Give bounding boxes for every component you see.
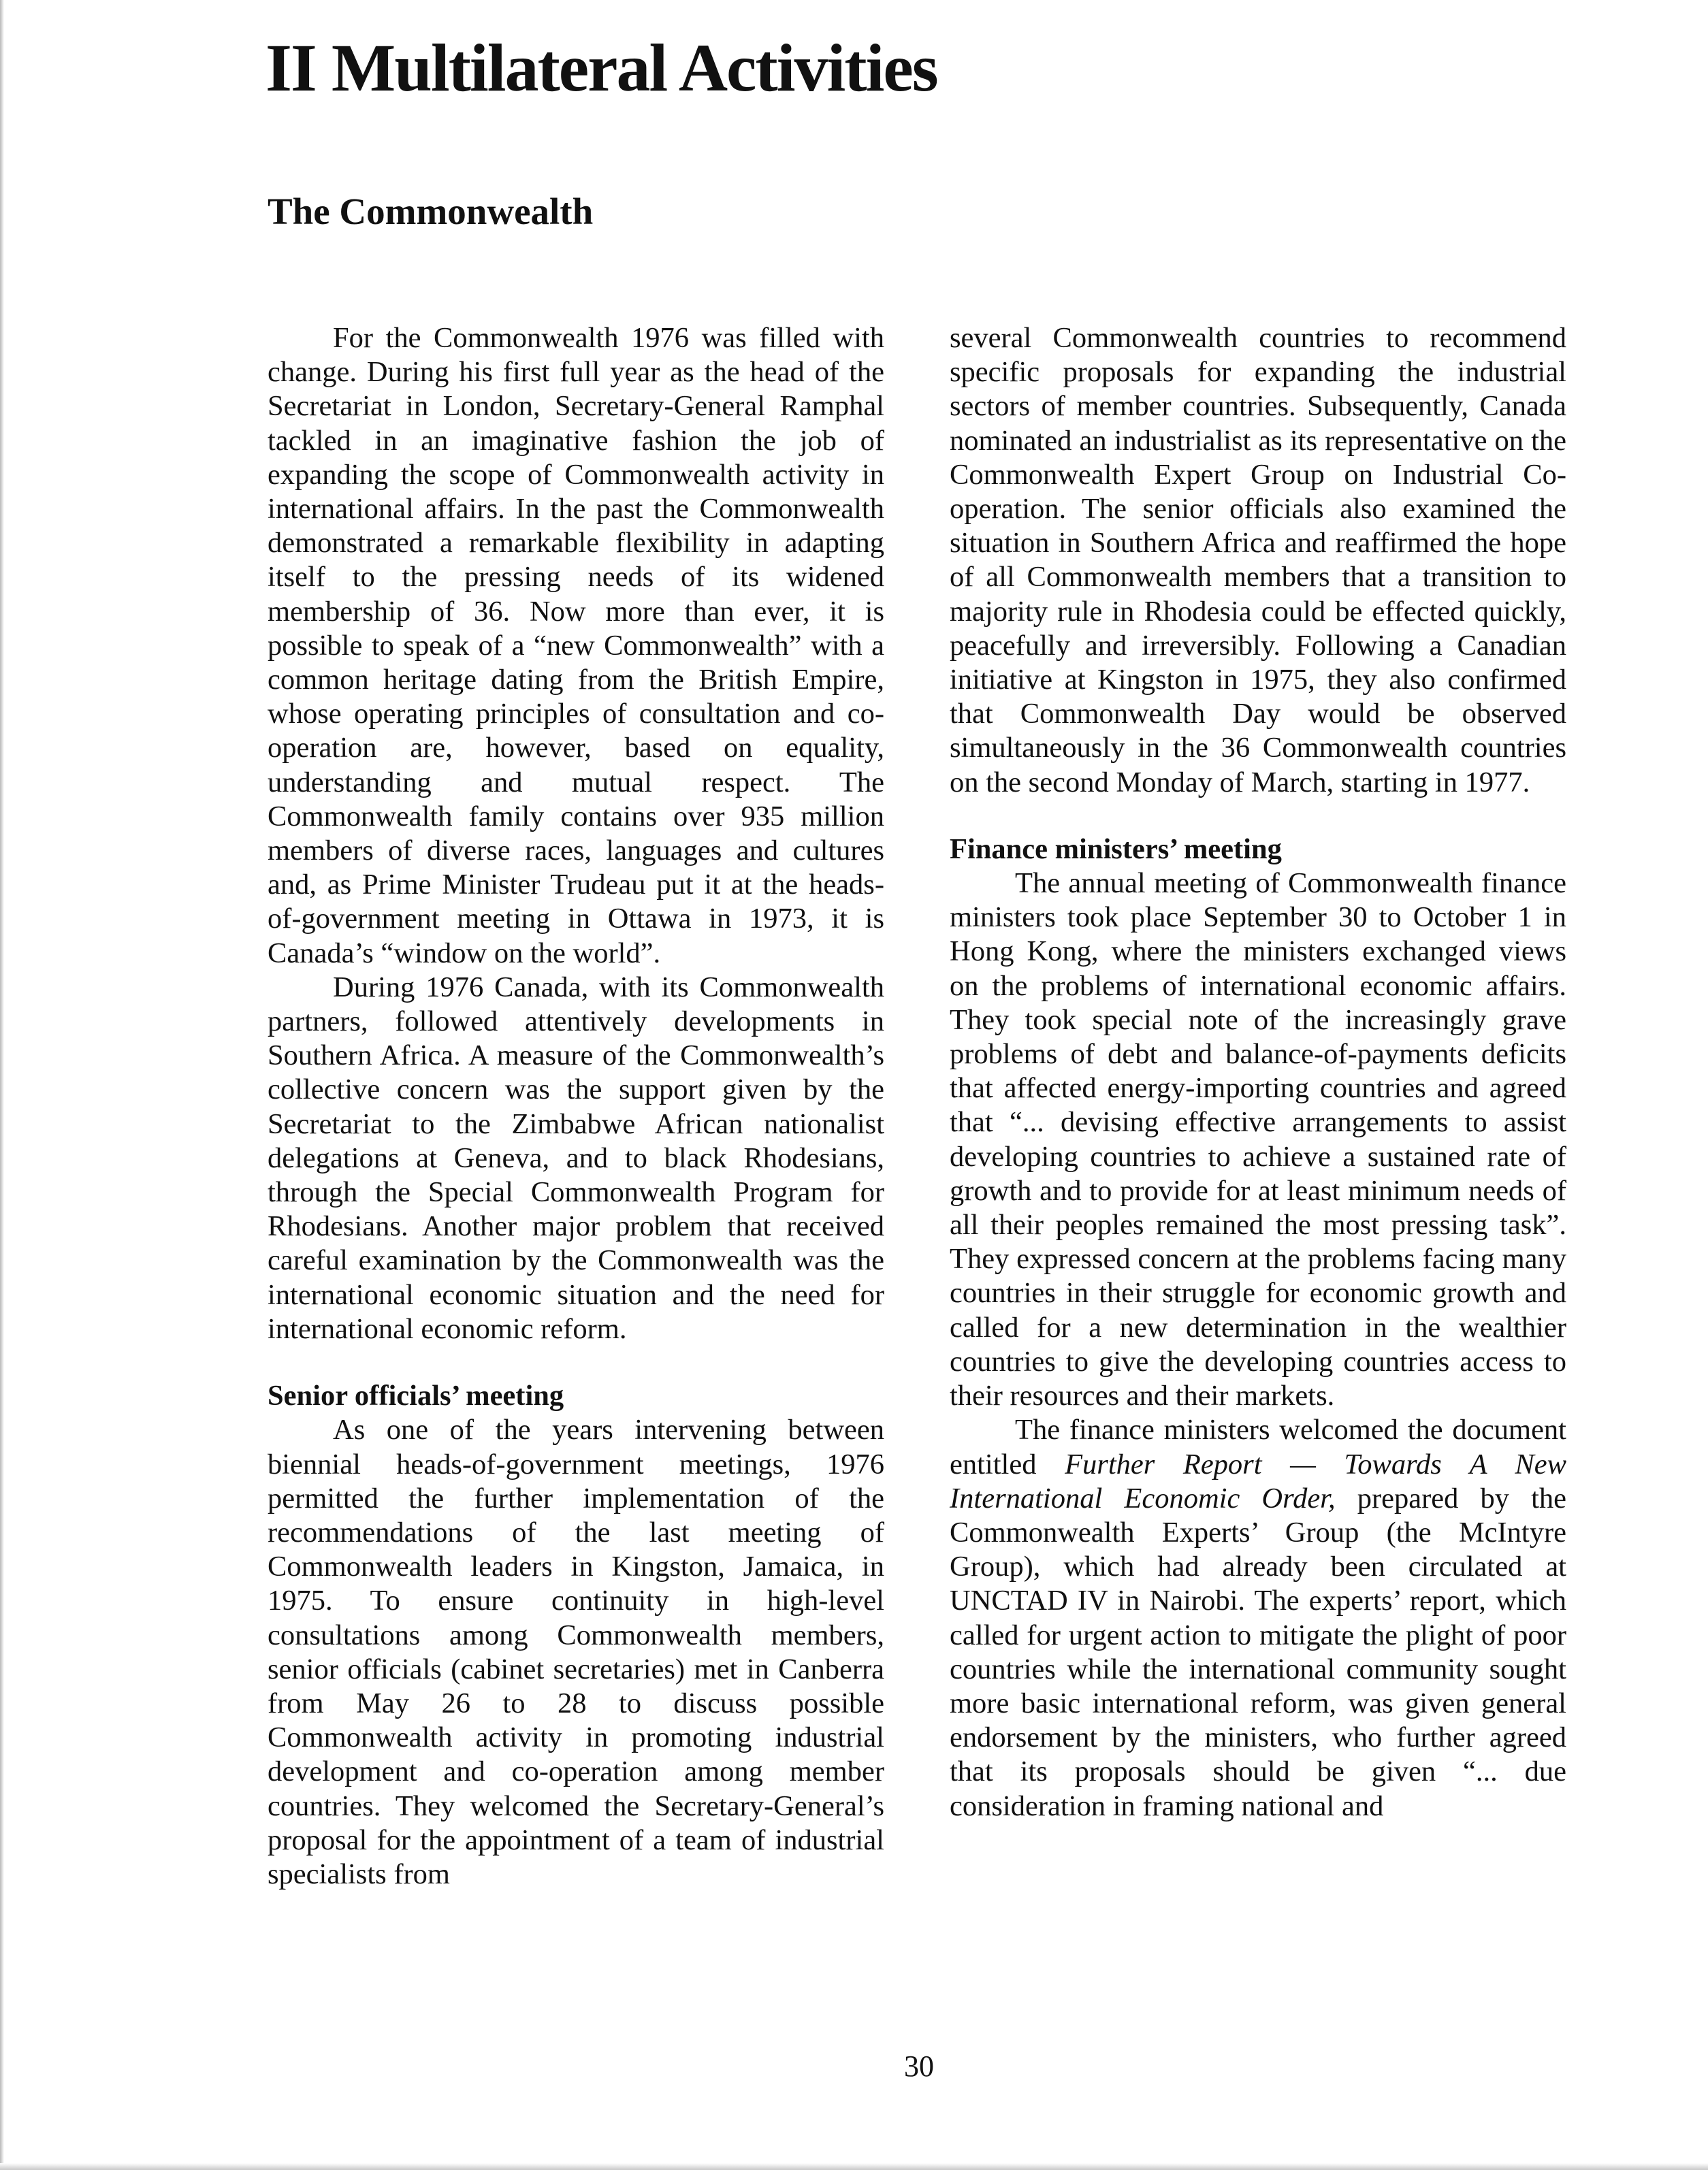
further-report-title: Further Report — Towards A New International Economic Order, <box>950 1448 1566 1515</box>
binding-edge <box>0 0 4 2170</box>
page-title: II Multilateral Activities <box>265 30 937 106</box>
paragraph-finance-ministers: The annual meeting of Commonwealth finance ministers took place September 30 to October 1 in Hong Kong, where the ministers exchanged views on the problems of international economic affairs. They took special note of the increasingly grave problems of debt and balance-of-payments deficits that affected energy-importing countries and agreed that “... devising effective arrangements to assist developing countries to achieve a sustained rate of growth and to provide for at least minimum needs of all their peoples remained the most pressing task”. They expressed concern at the problems facing many countries in their struggle for economic growth and called for a new determination in the wealthier countries to give the developing countries access to their resources and their markets. <box>950 867 1566 1412</box>
bottom-edge <box>0 2163 1708 2170</box>
section-title: The Commonwealth <box>268 191 594 232</box>
paragraph-commonwealth-1976: For the Commonwealth 1976 was filled with change. During his first full year as the head of the Secretariat in London, Secretary-General Ramphal tackled in an imaginative fashion the job of expanding the scope of Commonwealth activity in international affairs. In the past the Commonwealth demonstrated a remarkable flexibility in adapting itself to the pressing needs of its widened membership of 36. Now more than ever, it is possible to speak of a “new Commonwealth” with a common heritage dating from the British Empire, whose operating principles of consultation and co-operation are, however, based on equality, understanding and mutual respect. The Commonwealth family contains over 935 million members of diverse races, languages and cultures and, as Prime Minister Trudeau put it at the heads-of-government meeting in Ottawa in 1973, it is Canada’s “window on the world”. <box>268 322 884 969</box>
further-report-text-after: prepared by the Commonwealth Experts’ Group (the McIntyre Group), which had already been circulated at UNCTAD IV in Nairobi. The experts’ report, which called for urgent action to mitigate the plight of poor countries while the international community sought more basic international reform, was given general endorsement by the ministers, who further agreed that its proposals should be given “... due consideration in framing national and <box>950 1482 1566 1822</box>
page-number: 30 <box>904 2050 934 2083</box>
paragraph-southern-africa: During 1976 Canada, with its Commonwealth partners, followed attentively developments in Southern Africa. A measure of the Commonwealth’s collective concern was the support given by the Secretariat to the Zimbabwe African nationalist delegations at Geneva, and to black Rhodesians, through the Special Commonwealth Program for Rhodesians. Another major problem that received careful examination by the Commonwealth was the international economic situation and the need for international economic reform. <box>268 971 884 1345</box>
left-column <box>268 321 884 1892</box>
paragraph-senior-officials: As one of the years intervening between biennial heads-of-government meetings, 1976 permitted the further implementation of the recommendations of the last meeting of Commonwealth leaders in Kingston, Jamaica, in 1975. To ensure continuity in high-level consultations among Commonwealth members, senior officials (cabinet secretaries) met in Canberra from May 26 to 28 to discuss possible Commonwealth activity in promoting industrial development and co-operation among member countries. They welcomed the Secretary-General’s proposal for the appointment of a team of industrial specialists from <box>268 1414 884 1890</box>
heading-senior-officials: Senior officials’ meeting <box>268 1380 564 1412</box>
right-column <box>950 321 1566 1824</box>
paragraph-senior-officials-continued: several Commonwealth countries to recommend specific proposals for expanding the industrial sectors of member countries. Subsequently, Canada nominated an industrialist as its representative on the Commonwealth Expert Group on Industrial Co-operation. The senior officials also examined the situation in Southern Africa and reaffirmed the hope of all Commonwealth members that a transition to majority rule in Rhodesia could be effected quickly, peacefully and irreversibly. Following a Canadian initiative at Kingston in 1975, they also confirmed that Commonwealth Day would be observed simultaneously in the 36 Commonwealth countries on the second Monday of March, starting in 1977. <box>950 322 1566 798</box>
paragraph-further-report <box>950 1413 1566 1823</box>
heading-finance-ministers: Finance ministers’ meeting <box>950 832 1282 865</box>
further-report-text-before: The finance ministers welcomed the document entitled <box>950 1414 1566 1480</box>
